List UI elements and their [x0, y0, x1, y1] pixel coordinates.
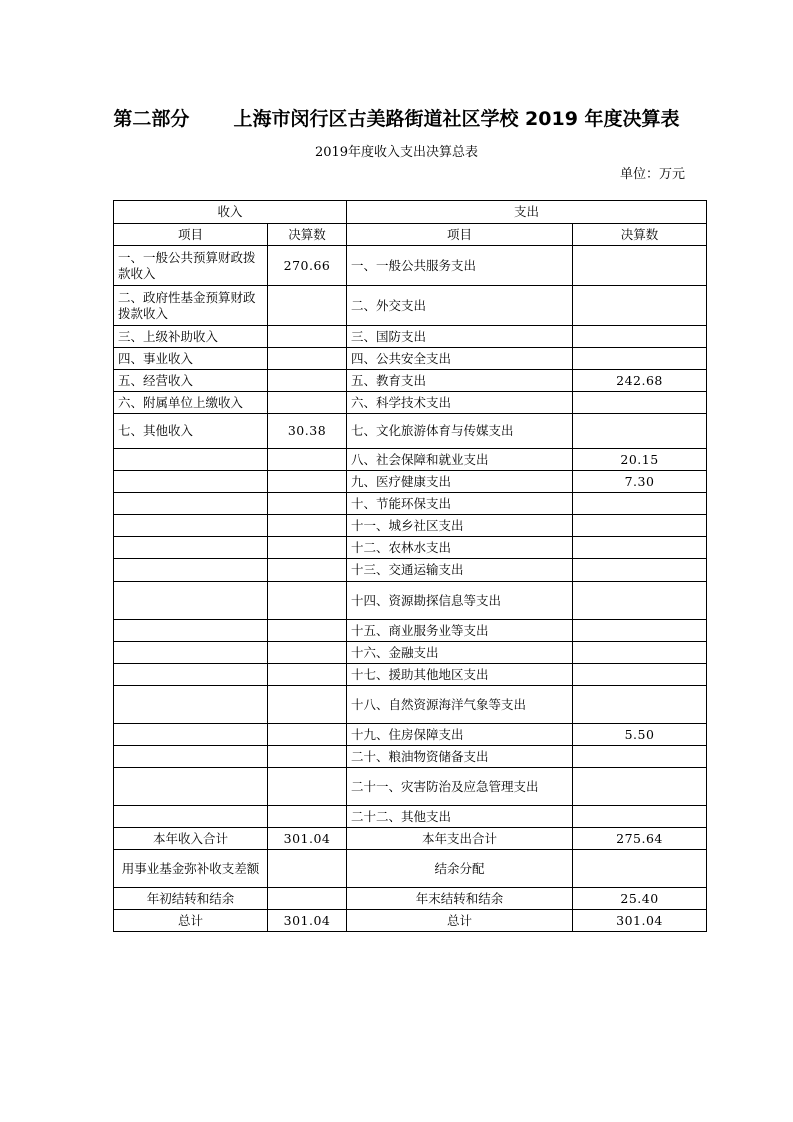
- table-row: [114, 286, 707, 326]
- expense-amount: [573, 246, 707, 286]
- expense-amount: [573, 642, 707, 664]
- income-item: [114, 537, 268, 559]
- expense-item: 十八、自然资源海洋气象等支出: [347, 686, 573, 724]
- expense-amount: [573, 806, 707, 828]
- income-amount: [268, 642, 347, 664]
- expense-item: 十一、城乡社区支出: [347, 515, 573, 537]
- income-item: 七、其他收入: [114, 414, 268, 449]
- income-amount: [268, 806, 347, 828]
- expense-amount-header: 决算数: [573, 224, 707, 246]
- table-row: [114, 620, 707, 642]
- table-row: [114, 537, 707, 559]
- income-total-label: 本年收入合计: [114, 828, 268, 850]
- income-item: [114, 664, 268, 686]
- income-total-amount: 301.04: [268, 828, 347, 850]
- expense-item: 二、外交支出: [347, 286, 573, 326]
- income-amount: [268, 348, 347, 370]
- section-header-row: [114, 201, 707, 224]
- income-item: [114, 642, 268, 664]
- table-row: [114, 370, 707, 392]
- income-amount: 30.38: [268, 414, 347, 449]
- expense-amount: [573, 286, 707, 326]
- expense-amount: [573, 686, 707, 724]
- totals-row: [114, 850, 707, 888]
- income-amount: [268, 326, 347, 348]
- expense-item: 五、教育支出: [347, 370, 573, 392]
- table-row: [114, 582, 707, 620]
- income-amount: [268, 620, 347, 642]
- expense-amount: [573, 348, 707, 370]
- expense-amount: [573, 392, 707, 414]
- totals-row: [114, 828, 707, 850]
- expense-item: 十二、农林水支出: [347, 537, 573, 559]
- income-amount: [268, 582, 347, 620]
- expense-item: 二十二、其他支出: [347, 806, 573, 828]
- expense-total-amount: 25.40: [573, 888, 707, 910]
- expense-header: 支出: [347, 201, 707, 224]
- income-amount: [268, 664, 347, 686]
- table-row: [114, 348, 707, 370]
- expense-item: 七、文化旅游体育与传媒支出: [347, 414, 573, 449]
- table-row: [114, 449, 707, 471]
- expense-amount: [573, 537, 707, 559]
- expense-item: 三、国防支出: [347, 326, 573, 348]
- expense-amount: [573, 746, 707, 768]
- expense-amount: 20.15: [573, 449, 707, 471]
- table-row: [114, 642, 707, 664]
- expense-item: 十四、资源勘探信息等支出: [347, 582, 573, 620]
- expense-total-label: 年末结转和结余: [347, 888, 573, 910]
- expense-amount: [573, 515, 707, 537]
- table-row: [114, 515, 707, 537]
- income-item: [114, 746, 268, 768]
- expense-item: 二十、粮油物资储备支出: [347, 746, 573, 768]
- table-row: [114, 768, 707, 806]
- column-header-row: [114, 224, 707, 246]
- income-amount: [268, 493, 347, 515]
- income-amount: [268, 746, 347, 768]
- expense-amount: [573, 620, 707, 642]
- expense-item: 十、节能环保支出: [347, 493, 573, 515]
- income-amount: [268, 768, 347, 806]
- income-item: [114, 471, 268, 493]
- expense-item-header: 项目: [347, 224, 573, 246]
- page-heading: [0, 104, 793, 131]
- table-row: [114, 246, 707, 286]
- expense-item: 十三、交通运输支出: [347, 559, 573, 582]
- income-total-label: 用事业基金弥补收支差额: [114, 850, 268, 888]
- expense-item: 十六、金融支出: [347, 642, 573, 664]
- table-row: [114, 471, 707, 493]
- income-total-amount: [268, 850, 347, 888]
- income-amount: 270.66: [268, 246, 347, 286]
- expense-amount: 5.50: [573, 724, 707, 746]
- income-item: 四、事业收入: [114, 348, 268, 370]
- income-total-amount: [268, 888, 347, 910]
- expense-item: 四、公共安全支出: [347, 348, 573, 370]
- expense-total-label: 总计: [347, 910, 573, 932]
- budget-table: [113, 200, 707, 932]
- table-row: [114, 686, 707, 724]
- expense-total-amount: [573, 850, 707, 888]
- expense-item: 十七、援助其他地区支出: [347, 664, 573, 686]
- income-amount: [268, 537, 347, 559]
- expense-item: 八、社会保障和就业支出: [347, 449, 573, 471]
- income-item: [114, 620, 268, 642]
- income-amount: [268, 686, 347, 724]
- income-item: 二、政府性基金预算财政拨款收入: [114, 286, 268, 326]
- income-item: 一、一般公共预算财政拨款收入: [114, 246, 268, 286]
- heading-title: 上海市闵行区古美路街道社区学校 2019 年度决算表: [233, 108, 680, 130]
- table-row: [114, 746, 707, 768]
- income-item: [114, 515, 268, 537]
- income-total-label: 年初结转和结余: [114, 888, 268, 910]
- income-item-header: 项目: [114, 224, 268, 246]
- table-row: [114, 664, 707, 686]
- income-item: [114, 559, 268, 582]
- heading-part: 第二部分: [113, 108, 190, 130]
- expense-amount: [573, 664, 707, 686]
- table-row: [114, 806, 707, 828]
- income-item: [114, 768, 268, 806]
- table-row: [114, 326, 707, 348]
- totals-row: [114, 888, 707, 910]
- table-row: [114, 414, 707, 449]
- table-row: [114, 493, 707, 515]
- income-header: 收入: [114, 201, 347, 224]
- table-row: [114, 724, 707, 746]
- expense-item: 六、科学技术支出: [347, 392, 573, 414]
- expense-amount: [573, 582, 707, 620]
- expense-amount: [573, 326, 707, 348]
- income-item: [114, 724, 268, 746]
- expense-amount: 242.68: [573, 370, 707, 392]
- expense-item: 十五、商业服务业等支出: [347, 620, 573, 642]
- expense-amount: [573, 768, 707, 806]
- income-item: [114, 686, 268, 724]
- expense-total-label: 结余分配: [347, 850, 573, 888]
- income-item: 三、上级补助收入: [114, 326, 268, 348]
- income-amount: [268, 286, 347, 326]
- expense-amount: [573, 559, 707, 582]
- table-row: [114, 559, 707, 582]
- income-amount: [268, 392, 347, 414]
- expense-item: 一、一般公共服务支出: [347, 246, 573, 286]
- income-amount: [268, 370, 347, 392]
- expense-amount: [573, 414, 707, 449]
- table-row: [114, 392, 707, 414]
- income-item: [114, 806, 268, 828]
- expense-item: 二十一、灾害防治及应急管理支出: [347, 768, 573, 806]
- income-item: [114, 493, 268, 515]
- unit-label: 单位：万元: [619, 167, 685, 182]
- income-amount: [268, 471, 347, 493]
- income-total-label: 总计: [114, 910, 268, 932]
- income-amount-header: 决算数: [268, 224, 347, 246]
- income-item: [114, 582, 268, 620]
- expense-amount: [573, 493, 707, 515]
- table-subtitle: 2019年度收入支出决算总表: [314, 145, 479, 160]
- income-amount: [268, 559, 347, 582]
- income-item: [114, 449, 268, 471]
- totals-row: [114, 910, 707, 932]
- expense-total-amount: 301.04: [573, 910, 707, 932]
- expense-item: 十九、住房保障支出: [347, 724, 573, 746]
- income-amount: [268, 449, 347, 471]
- expense-total-label: 本年支出合计: [347, 828, 573, 850]
- expense-amount: 7.30: [573, 471, 707, 493]
- expense-total-amount: 275.64: [573, 828, 707, 850]
- income-item: 六、附属单位上缴收入: [114, 392, 268, 414]
- income-amount: [268, 515, 347, 537]
- income-amount: [268, 724, 347, 746]
- expense-item: 九、医疗健康支出: [347, 471, 573, 493]
- income-item: 五、经营收入: [114, 370, 268, 392]
- income-total-amount: 301.04: [268, 910, 347, 932]
